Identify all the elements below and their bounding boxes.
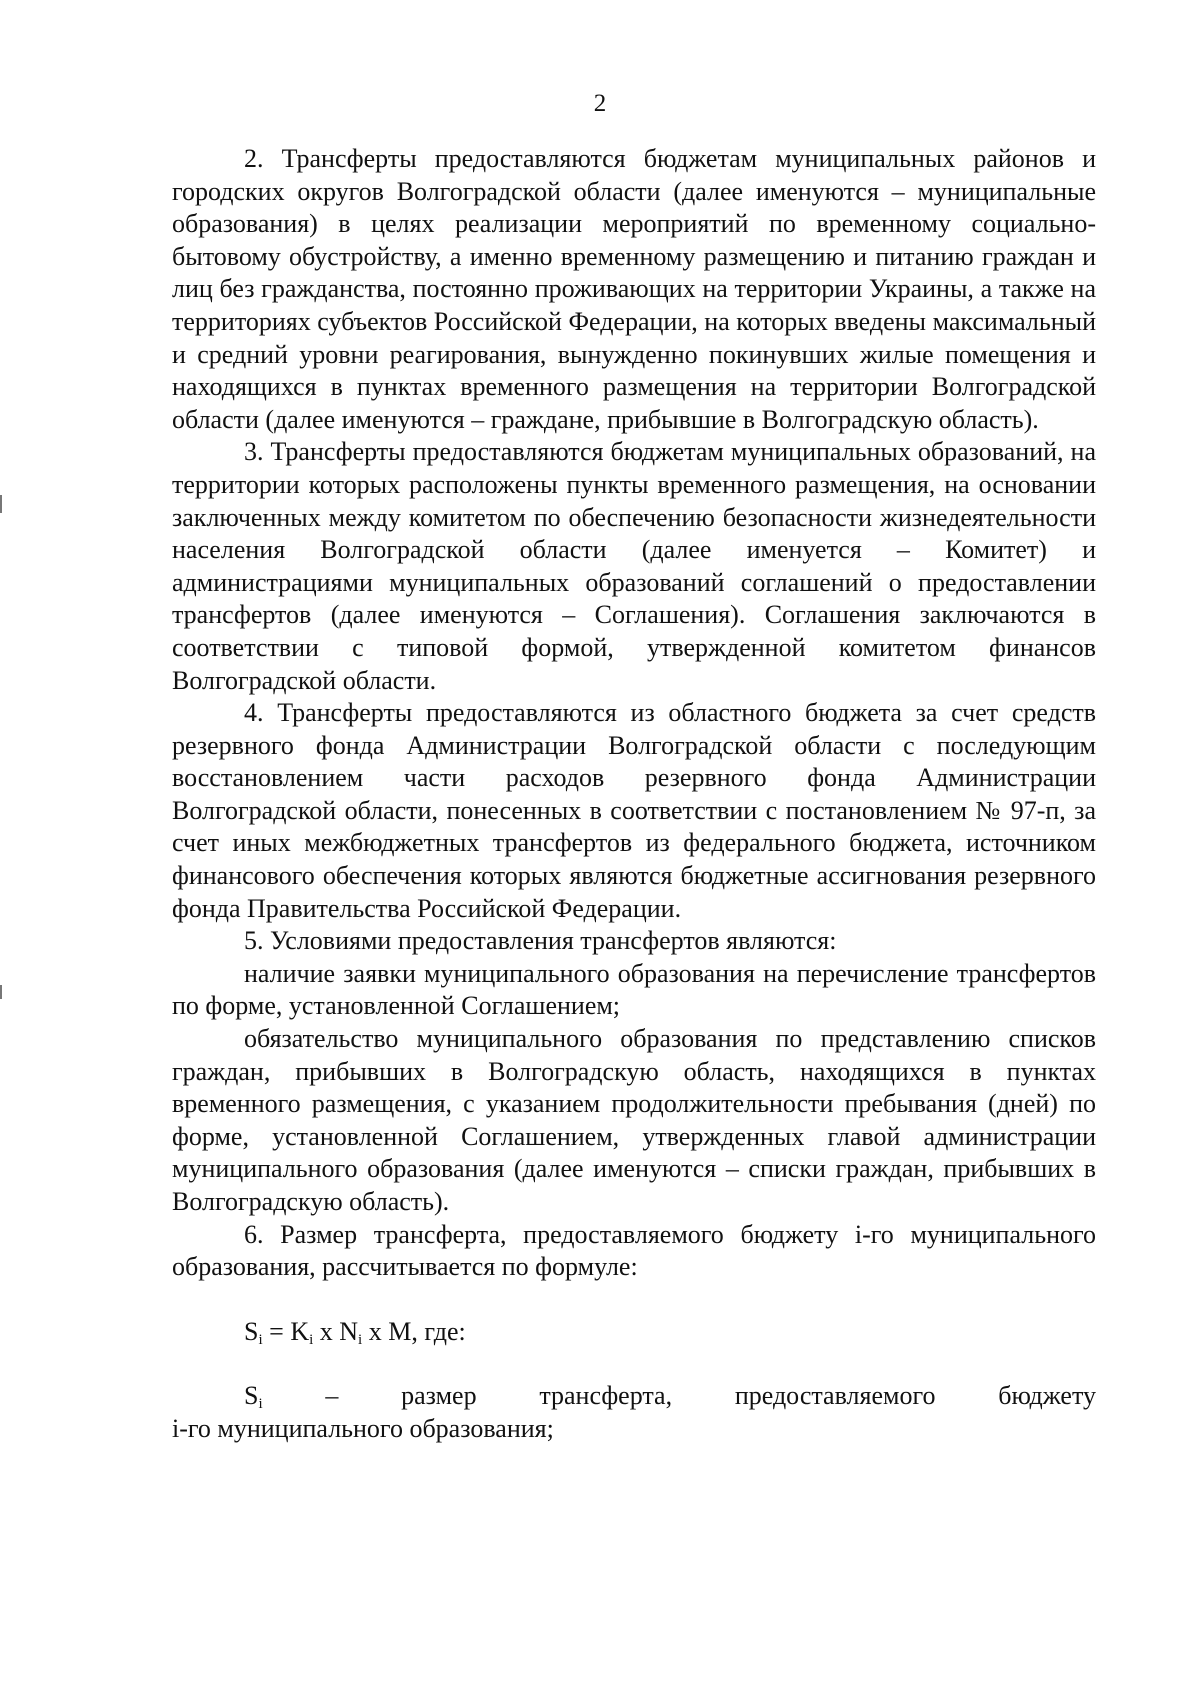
formula-k-subscript: i (309, 1331, 314, 1348)
formula-times-2: x (362, 1316, 389, 1346)
paragraph-5-condition-2: обязательство муниципального образования по представлению списков граждан, прибывших в Волгоградскую область, находящихся в пунктах временного размещения, с указанием продолжительности пребывания (дней) по форме, установленной Соглашением, утвержденных главой администрации муниципального образования (далее именуются – списки граждан, прибывших в Волгоградскую область). (172, 1024, 1096, 1216)
paragraph-6: 6. Размер трансферта, предоставляемого бюджету i-го муниципального образования, рассчитывается по формуле: (172, 1219, 1096, 1282)
document-body (172, 143, 1096, 1446)
paragraph-5: 5. Условиями предоставления трансфертов являются: (244, 926, 837, 956)
definition-word-1: размер (401, 1381, 477, 1411)
formula-equals: = (262, 1316, 291, 1346)
paragraph-4: 4. Трансферты предоставляются из областного бюджета за счет средств резервного фонда Администрации Волгоградской области с последующим восстановлением части расходов резервного фонда Администрации Волгоградской области, понесенных в соответствии с постановлением № 97-п, за счет иных межбюджетных трансфертов из федерального бюджета, источником финансового обеспечения которых являются бюджетные ассигнования резервного фонда Правительства Российской Федерации. (172, 698, 1096, 923)
definition-symbol-letter: S (244, 1381, 259, 1411)
definition-dash: – (325, 1381, 339, 1411)
definition-symbol-subscript: i (258, 1396, 263, 1413)
definition-word-3: предоставляемого (734, 1381, 936, 1411)
formula-times-1: x (313, 1316, 340, 1346)
formula-n-subscript: i (358, 1331, 363, 1348)
formula-s-subscript: i (258, 1331, 263, 1348)
definition-s-i (172, 1380, 1096, 1445)
scan-edge-mark (0, 495, 2, 513)
transfer-formula (172, 1316, 1096, 1349)
formula-n: N (339, 1316, 359, 1346)
paragraph-5-condition-1: наличие заявки муниципального образования на перечисление трансфертов по форме, установленной Соглашением; (172, 958, 1096, 1021)
formula-k: K (290, 1316, 310, 1346)
paragraph-2: 2. Трансферты предоставляются бюджетам муниципальных районов и городских округов Волгоградской области (далее именуются – муниципальные образования) в целях реализации мероприятий по временному социально-бытовому обустройству, а именно временному размещению и питанию граждан и лиц без гражданства, постоянно проживающих на территории Украины, а также на территориях субъектов Российской Федерации, на которых введены максимальный и средний уровни реагирования, вынужденно покинувших жилые помещения и находящихся в пунктах временного размещения на территории Волгоградской области (далее именуются – граждане, прибывшие в Волгоградскую область). (172, 144, 1096, 434)
formula-tail: , где: (411, 1316, 466, 1346)
formula-m: M (388, 1316, 412, 1346)
definition-line-1 (172, 1380, 1096, 1413)
scan-edge-mark (0, 985, 2, 999)
definition-word-4: бюджету (998, 1381, 1096, 1411)
paragraph-3: 3. Трансферты предоставляются бюджетам муниципальных образований, на территории которых расположены пункты временного размещения, на основании заключенных между комитетом по обеспечению безопасности жизнедеятельности населения Волгоградской области (далее именуется – Комитет) и администрациями муниципальных образований соглашений о предоставлении трансфертов (далее именуются – Соглашения). Соглашения заключаются в соответствии с типовой формой, утвержденной комитетом финансов Волгоградской области. (172, 437, 1096, 695)
formula-s: S (244, 1316, 259, 1346)
page-number: 2 (593, 90, 607, 117)
definition-line-2: i-го муниципального образования; (172, 1413, 554, 1443)
definition-word-2: трансферта, (539, 1381, 673, 1411)
definition-symbol (244, 1380, 263, 1413)
